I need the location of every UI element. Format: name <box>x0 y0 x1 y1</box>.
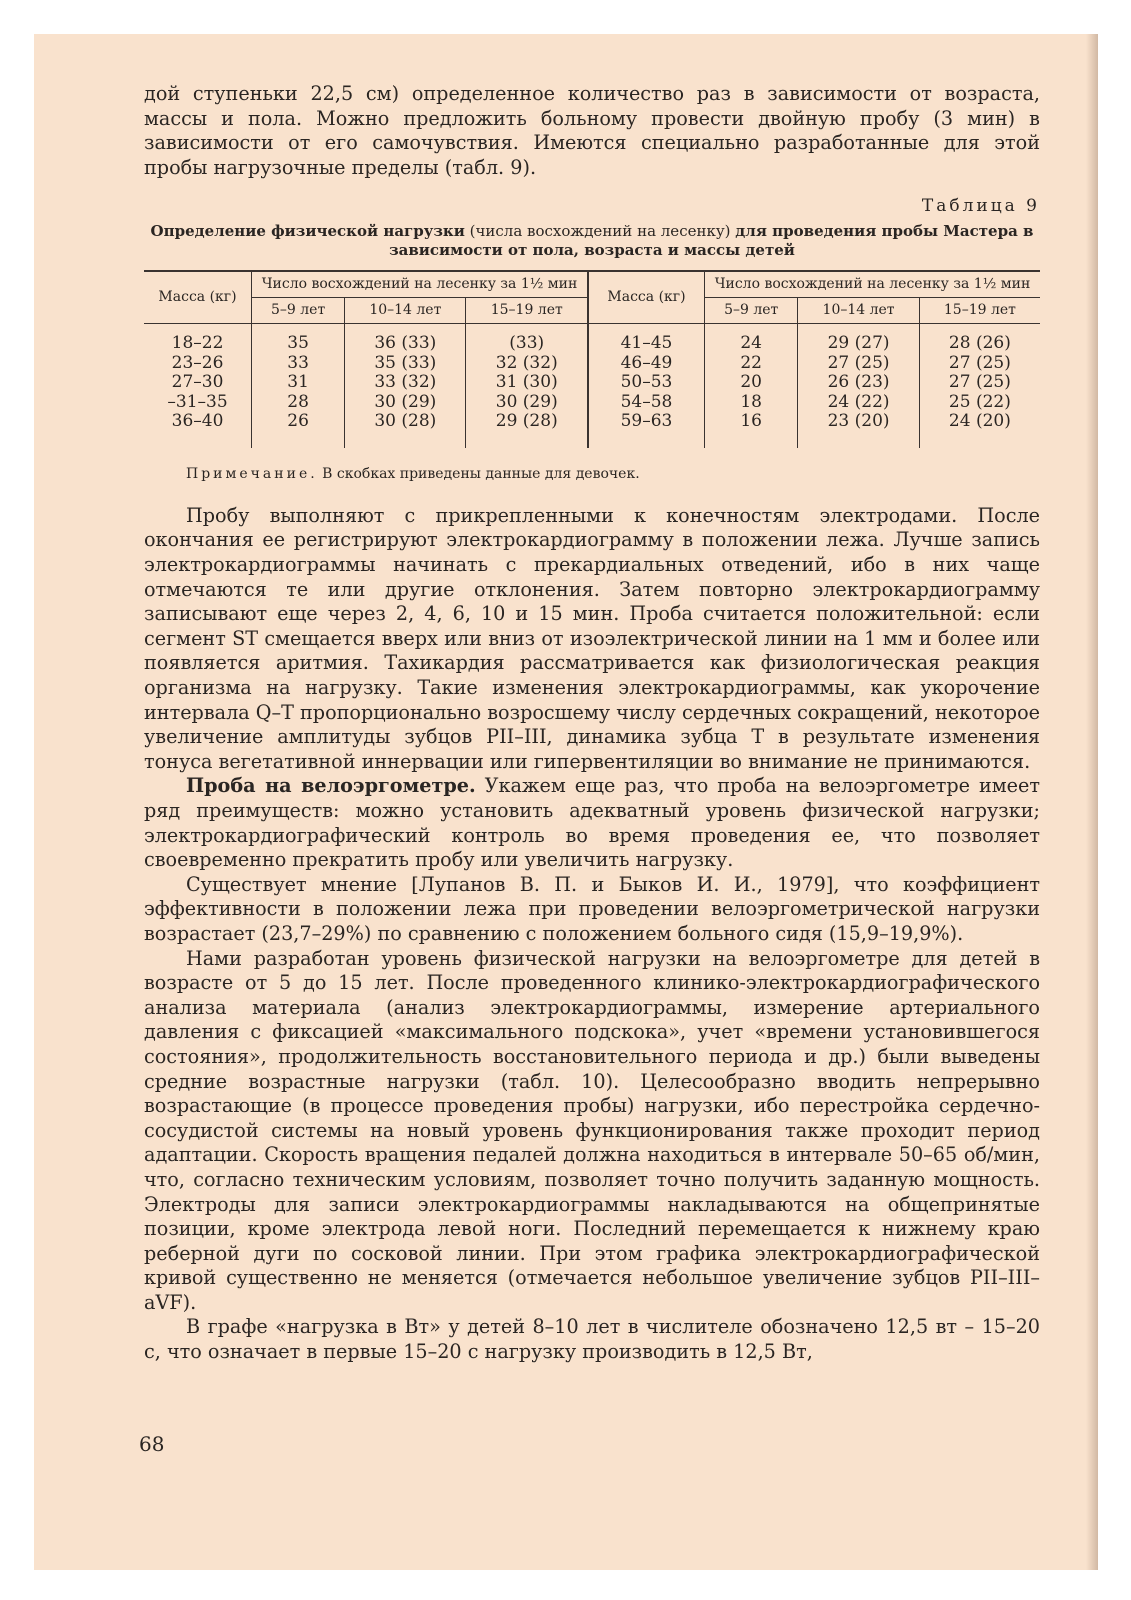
table-number: Таблица 9 <box>921 196 1040 217</box>
cell-age3-left <box>466 324 588 448</box>
cell-age2-left <box>345 324 466 448</box>
cell-age2-right <box>798 324 919 448</box>
table-cell: 46–49 <box>620 352 673 373</box>
table-cell: 23–26 <box>171 352 224 373</box>
table-cell: 30 (29) <box>374 391 437 412</box>
header-age-15-19-right: 15–19 лет <box>919 298 1040 324</box>
header-mass-right: Масса (кг) <box>588 271 704 324</box>
header-age-5-9-right: 5–9 лет <box>704 298 797 324</box>
table-cell: 25 (22) <box>948 391 1011 412</box>
table-cell: 36 (33) <box>374 333 437 354</box>
table-note-label: Примечание. <box>186 465 318 482</box>
table-cell: 29 (28) <box>495 411 558 432</box>
header-age-15-19-left: 15–19 лет <box>466 298 588 324</box>
table-cell: 27 (25) <box>827 352 890 373</box>
header-mass-left: Масса (кг) <box>144 271 252 324</box>
table-cell: –31–35 <box>167 391 228 412</box>
table-cell: 31 <box>287 372 309 393</box>
table-cell: 36–40 <box>171 411 224 432</box>
paragraph-1: Пробу выполняют с прикрепленными к конечностям электродами. После окончания ее регистрируют электрокардиограмму в положении лежа. Лучше запись электрокардиограммы начинать с прекардиальных отведений, ибо в них чаще отмечаются те или другие отклонения. Затем повторно электрокардиограмму записывают еще через 2, 4, 6, 10 и 15 мин. Проба считается положительной: если сегмент ST смещается вверх или вниз от изоэлектрической линии на 1 мм и более или появляется аритмия. Тахикардия рассматривается как физиологическая реакция организма на нагрузку. Такие изменения электрокардиограммы, как укорочение интервала Q–T пропорционально возросшему числу сердечных сокращений, некоторое увеличение амплитуды зубцов PII–III, динамика зубца T в результате изменения тонуса вегетативной иннервации или гипервентиляции во внимание не принимаются. <box>144 503 1040 773</box>
table-note-text: В скобках приведены данные для девочек. <box>317 465 640 482</box>
table-cell: 28 <box>287 391 309 412</box>
load-table <box>144 270 1040 448</box>
paragraph-4: Нами разработан уровень физической нагрузки на велоэргометре для детей в возрасте от 5 до 15 лет. После проведенного клинико-электрокардиографического анализа материала (анализ электрокардиограммы, измерение артериального давления с фиксацией «максимального подскока», учет «времени установившегося состояния», продолжительность восстановительного периода и др.) были выведены средние возрастные нагрузки (табл. 10). Целесообразно вводить непрерывно возрастающие (в процессе проведения пробы) нагрузки, ибо перестройка сердечно-сосудистой системы на новый уровень функционирования также проходит период адаптации. Скорость вращения педалей должна находиться в интервале 50–65 об/мин, что, согласно техническим условиям, позволяет точно получить заданную мощность. Электроды для записи электрокардиограммы накладываются на общепринятые позиции, кроме электрода левой ноги. Последний перемещается к нижнему краю реберной дуги по сосковой линии. При этом графика электрокардиографической кривой существенно не меняется (отмечается небольшое увеличение зубцов PII–III–aVF). <box>144 946 1040 1314</box>
table-cell: 24 (22) <box>827 391 890 412</box>
table-cell: 26 (23) <box>827 372 890 393</box>
table-cell: 22 <box>740 352 762 373</box>
table-cell: 35 <box>287 333 309 354</box>
table-cell: 24 (20) <box>948 411 1011 432</box>
table-cell: 30 (28) <box>374 411 437 432</box>
cell-mass-right <box>588 324 704 448</box>
header-group-left: Число восхождений на лесенку за 1½ мин <box>252 271 589 298</box>
table-cell: 20 <box>740 372 762 393</box>
table-cell: 26 <box>287 411 309 432</box>
table-cell: 27 (25) <box>948 372 1011 393</box>
cell-age1-left <box>252 324 345 448</box>
table-cell: 32 (32) <box>495 352 558 373</box>
table-cell: 27–30 <box>171 372 224 393</box>
paragraph-top: дой ступеньки 22,5 см) определенное количество раз в зависимости от возраста, массы и пола. Можно предложить больному провести двойную пробу (3 мин) в зависимости от его самочувствия. Имеются специально разработанные для этой пробы нагрузочные пределы (табл. 9). <box>144 82 1040 179</box>
table-cell: 31 (30) <box>495 372 558 393</box>
table-cell: 18–22 <box>171 333 224 354</box>
cell-age3-right <box>919 324 1040 448</box>
header-group-right: Число восхождений на лесенку за 1½ мин <box>704 271 1040 298</box>
table-cell: 18 <box>740 391 762 412</box>
table-cell: 33 (32) <box>374 372 437 393</box>
paragraph-2-heading: Проба на велоэргометре. <box>186 774 476 798</box>
table-cell: 29 (27) <box>827 333 890 354</box>
header-age-10-14-left: 10–14 лет <box>345 298 466 324</box>
paragraph-3: Существует мнение [Лупанов В. П. и Быков И. И., 1979], что коэффициент эффективности в положении лежа при проведении велоэргометрической нагрузки возрастает (23,7–29%) по сравнению с положением больного сидя (15,9–19,9%). <box>144 872 1040 945</box>
table-cell: 41–45 <box>620 333 673 354</box>
table-caption-normal: (числа восхождений на лесенку) <box>464 222 736 241</box>
header-age-10-14-right: 10–14 лет <box>798 298 919 324</box>
table-cell: 16 <box>740 411 762 432</box>
table-cell: 27 (25) <box>948 352 1011 373</box>
table-cell: 54–58 <box>620 391 673 412</box>
table-note <box>186 466 1040 482</box>
table-cell: 35 (33) <box>374 352 437 373</box>
table-cell: 30 (29) <box>495 391 558 412</box>
table-cell: (33) <box>509 333 545 354</box>
table-caption-bold-2: для проведения пробы Мастера в зависимости от пола, возраста и массы детей <box>389 222 1034 260</box>
header-age-5-9-left: 5–9 лет <box>252 298 345 324</box>
table-caption-bold-1: Определение физической нагрузки <box>150 222 465 241</box>
table-body-row <box>144 324 1040 448</box>
table-caption <box>144 222 1040 260</box>
table-cell: 23 (20) <box>827 411 890 432</box>
page-number: 68 <box>139 1432 165 1456</box>
table-cell: 50–53 <box>620 372 673 393</box>
table-cell: 33 <box>287 352 309 373</box>
page-content <box>144 82 1040 1365</box>
paragraph-2-text: Укажем еще раз, что проба на велоэргометре имеет ряд преимуществ: можно установить адекватный уровень физической нагрузки; электрокардиографический контроль во время проведения ее, что позволяет своевременно прекратить пробу или увеличить нагрузку. <box>144 774 1041 872</box>
table-cell: 59–63 <box>620 411 673 432</box>
paragraph-5: В графе «нагрузка в Вт» у детей 8–10 лет в числителе обозначено 12,5 вт – 15–20 с, что означает в первые 15–20 с нагрузку производить в 12,5 Вт, <box>144 1315 1040 1364</box>
cell-age1-right <box>704 324 797 448</box>
table-cell: 24 <box>740 333 762 354</box>
paragraph-2 <box>144 774 1040 872</box>
table-cell: 28 (26) <box>948 333 1011 354</box>
page-edge-shadow <box>1086 34 1098 1570</box>
cell-mass-left <box>144 324 252 448</box>
